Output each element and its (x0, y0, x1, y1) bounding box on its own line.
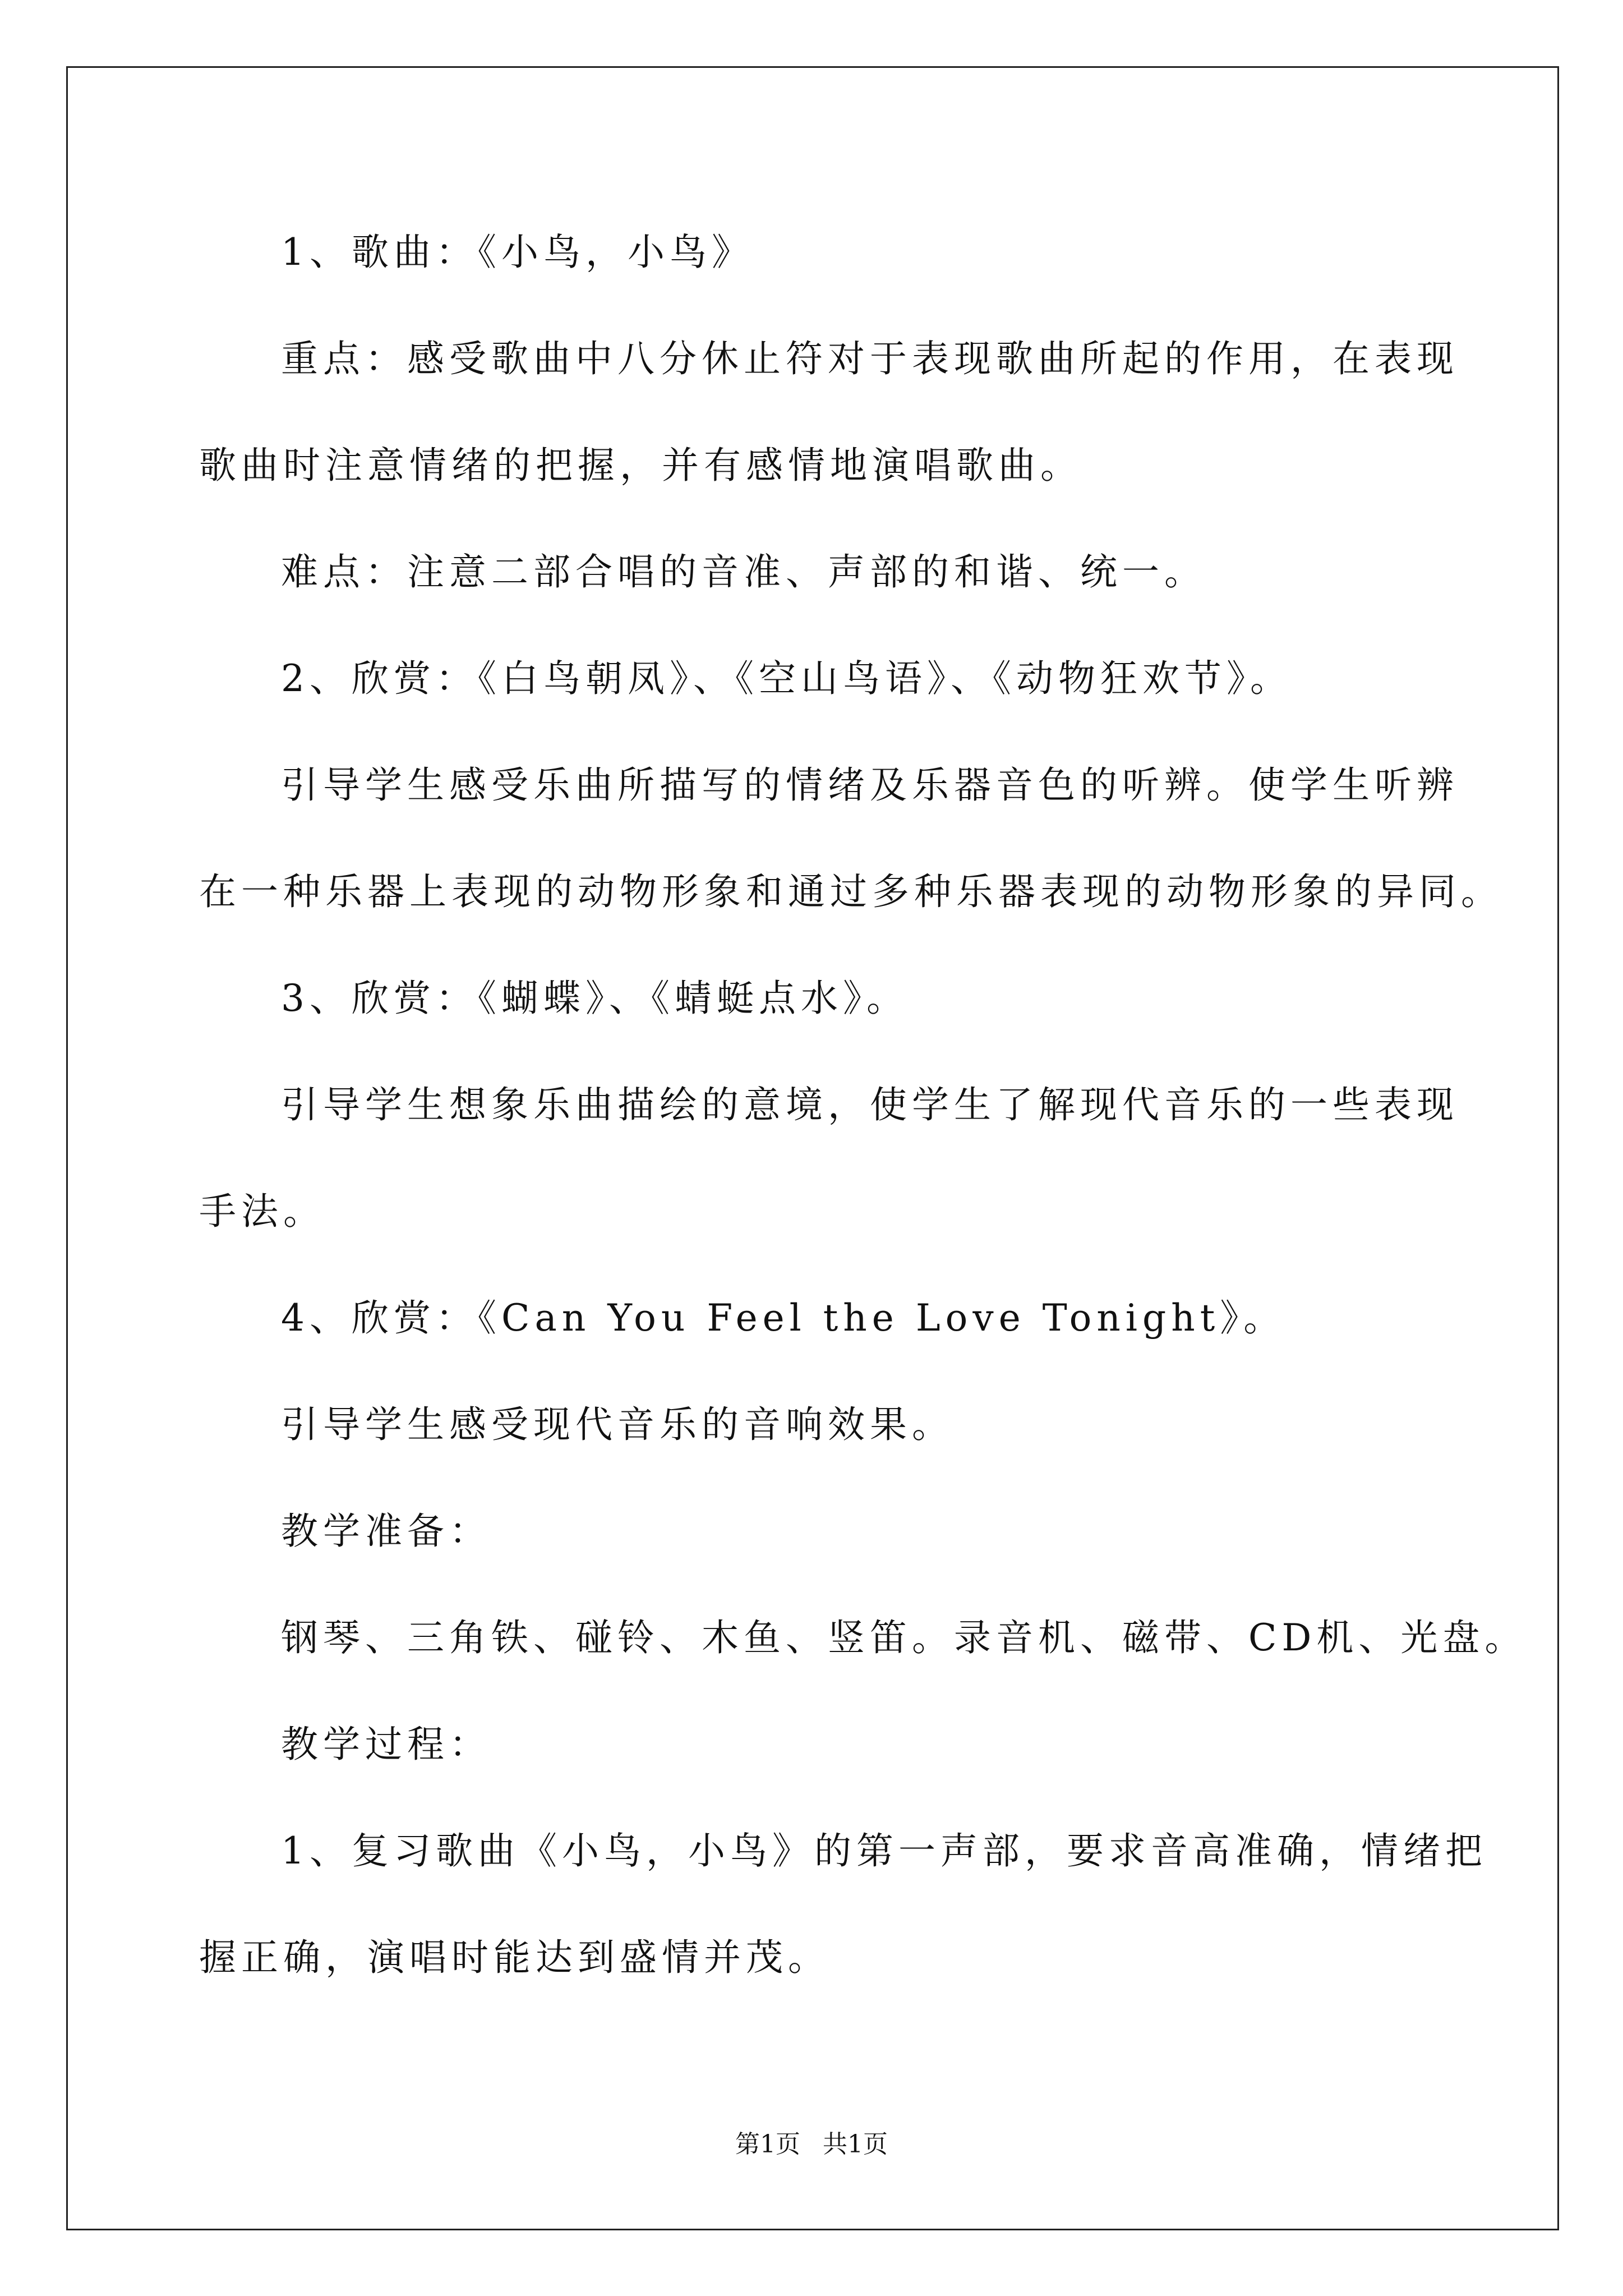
paragraph-line: 1、歌曲：《小鸟，小鸟》 (281, 231, 754, 274)
page-total: 共1页 (823, 2130, 888, 2159)
paragraph-line: 1、复习歌曲《小鸟，小鸟》的第一声部，要求音高准确，情绪把 (281, 1829, 1487, 1872)
paragraph-line: 2、欣赏：《白鸟朝凤》、《空山鸟语》、《动物狂欢节》。 (281, 657, 1292, 700)
paragraph-line: 在一种乐器上表现的动物形象和通过多种乐器表现的动物形象的异同。 (199, 870, 1503, 913)
paragraph-line: 引导学生感受乐曲所描写的情绪及乐器音色的听辨。使学生听辨 (281, 763, 1459, 807)
section-heading: 教学过程： (281, 1723, 491, 1766)
page-footer (0, 2129, 1623, 2160)
paragraph-line: 握正确，演唱时能达到盛情并茂。 (199, 1936, 830, 1979)
paragraph-line: 引导学生感受现代音乐的音响效果。 (281, 1403, 954, 1446)
paragraph-line: 引导学生想象乐曲描绘的意境，使学生了解现代音乐的一些表现 (281, 1083, 1459, 1126)
section-heading: 教学准备： (281, 1510, 491, 1553)
paragraph-line: 4、欣赏：《Can You Feel the Love Tonight》。 (281, 1296, 1286, 1340)
paragraph-line: 重点：感受歌曲中八分休止符对于表现歌曲所起的作用，在表现 (281, 337, 1459, 380)
paragraph-line: 手法。 (199, 1190, 325, 1233)
paragraph-line: 3、欣赏：《蝴蝶》、《蜻蜓点水》。 (281, 977, 909, 1020)
paragraph-line: 歌曲时注意情绪的把握，并有感情地演唱歌曲。 (199, 444, 1082, 487)
paragraph-line: 难点：注意二部合唱的音准、声部的和谐、统一。 (281, 550, 1206, 593)
page-border (66, 66, 1559, 2230)
paragraph-line: 钢琴、三角铁、碰铃、木鱼、竖笛。录音机、磁带、CD机、光盘。 (281, 1616, 1527, 1659)
page-number: 第1页 (735, 2130, 800, 2159)
